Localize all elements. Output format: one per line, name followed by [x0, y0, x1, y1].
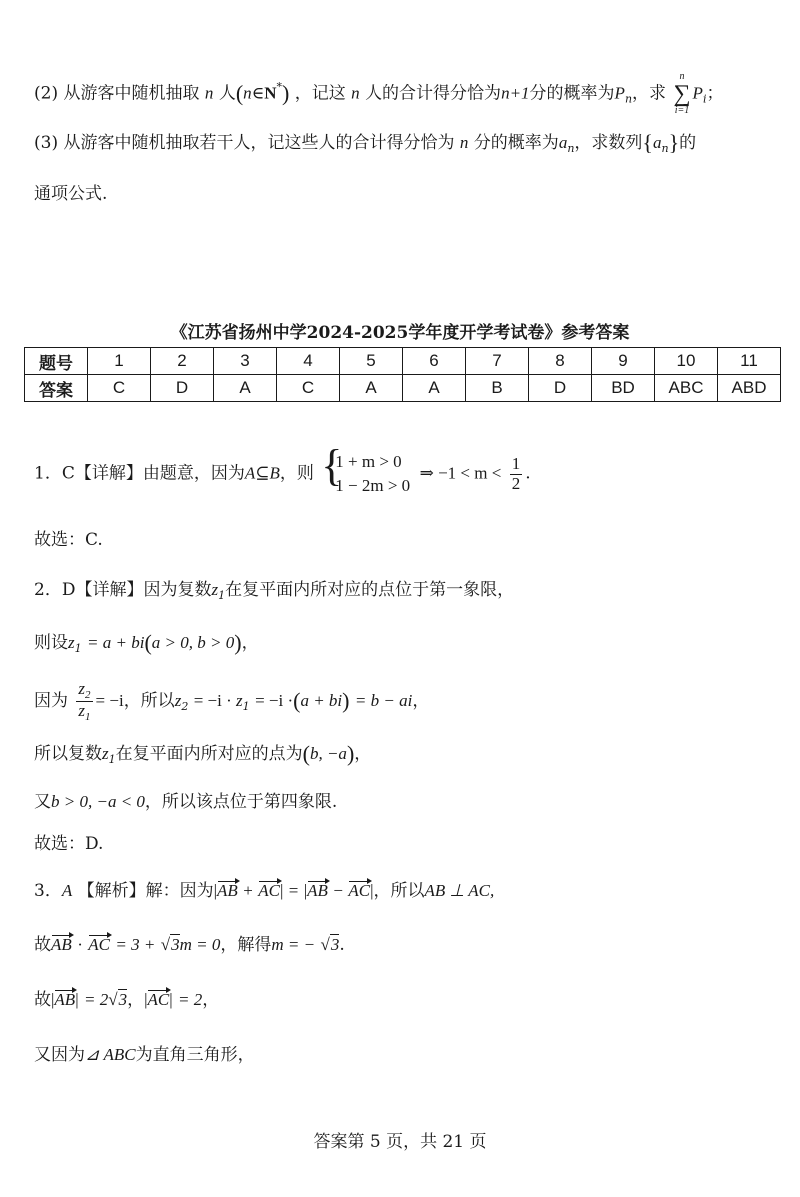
- fraction: $\frac{1}{2}$: [511, 453, 521, 493]
- inequality-system: { 1 + m > 0 1 − 2m > 0: [321, 441, 411, 495]
- page-footer: 答案第 5 页，共 21 页: [313, 1132, 487, 1152]
- table-cell: 10: [655, 348, 718, 375]
- table-cell: 7: [466, 348, 529, 375]
- solution-3-line4: 又因为⊿ ABC为直角三角形，: [34, 1045, 255, 1065]
- question-2: (2) 从游客中随机抽取 n 人(n∈N*) ，记这 n 人的合计得分恰为n+1分的概率为$P_n$，求 n ∑ i=1 $P_i$；: [34, 71, 724, 116]
- q3-label: (3): [34, 133, 59, 153]
- table-cell: A: [214, 375, 277, 402]
- table-cell: 2: [151, 348, 214, 375]
- table-cell: 9: [592, 348, 655, 375]
- summation: n ∑ i=1: [673, 71, 691, 116]
- table-cell: ABD: [718, 375, 781, 402]
- header-label: 题号: [25, 348, 88, 375]
- table-cell: 5: [340, 348, 403, 375]
- table-cell: D: [529, 375, 592, 402]
- solution-3: 3．A 【解析】解：因为|AB + AC| = |AB − AC|，所以AB ⊥ AC,: [34, 881, 495, 901]
- table-row-numbers: [25, 348, 781, 375]
- solution-2-let: 则设$z_1 = a + bi(a > 0$, b > 0)，: [34, 630, 259, 655]
- solution-2: 2．D【详解】因为复数$z_1$在复平面内所对应的点位于第一象限，: [34, 580, 515, 602]
- solution-2-because: 因为 $\frac{z_2}{z_1}$ = −i，所以$z_2 = -i \cdot z_1 = -i \cdot(a + bi) = b$ − ai，: [34, 679, 430, 724]
- question-3-cont: 通项公式.: [34, 184, 108, 204]
- fraction: $\frac{z_2}{z_1}$: [78, 679, 91, 724]
- solution-1: 1．C【详解】由题意，因为A⊆B，则 { 1 + m > 0 1 − 2m > 0 ⇒ −1 < m < $\frac{1}{2}$ .: [34, 450, 531, 498]
- table-row-answers: [25, 375, 781, 402]
- answer-key-title: 《江苏省扬州中学2024-2025学年度开学考试卷》参考答案: [170, 323, 630, 343]
- table-cell: 4: [277, 348, 340, 375]
- table-cell: 3: [214, 348, 277, 375]
- table-cell: A: [403, 375, 466, 402]
- table-cell: C: [277, 375, 340, 402]
- table-cell: C: [88, 375, 151, 402]
- table-cell: D: [151, 375, 214, 402]
- answer-label: 答案: [25, 375, 88, 402]
- table-cell: 8: [529, 348, 592, 375]
- table-cell: ABC: [655, 375, 718, 402]
- solution-2-choice: 故选：D.: [34, 834, 104, 854]
- table-cell: BD: [592, 375, 655, 402]
- table-cell: 11: [718, 348, 781, 375]
- solution-2-point: 所以复数$z_1$在复平面内所对应的点为(b, −a)，: [34, 741, 372, 766]
- q2-label: (2): [34, 83, 59, 104]
- table-cell: 6: [403, 348, 466, 375]
- solution-3-line2: 故AB · AC = 3 + √3m = 0，解得m = − √3.: [34, 935, 345, 955]
- solution-2-also: 又b > 0, −a < 0，所以该点位于第四象限.: [34, 792, 338, 812]
- solution-3-line3: 故|AB| = 2√3，|AC| = 2，: [34, 990, 220, 1010]
- table-cell: A: [340, 375, 403, 402]
- question-3: (3) 从游客中随机抽取若干人，记这些人的合计得分恰为 n 分的概率为$a_n$，求数列$\{a_n\}$的: [34, 130, 697, 155]
- table-cell: 1: [88, 348, 151, 375]
- answer-table: [24, 347, 781, 402]
- table-cell: B: [466, 375, 529, 402]
- solution-1-choice: 故选：C.: [34, 530, 103, 550]
